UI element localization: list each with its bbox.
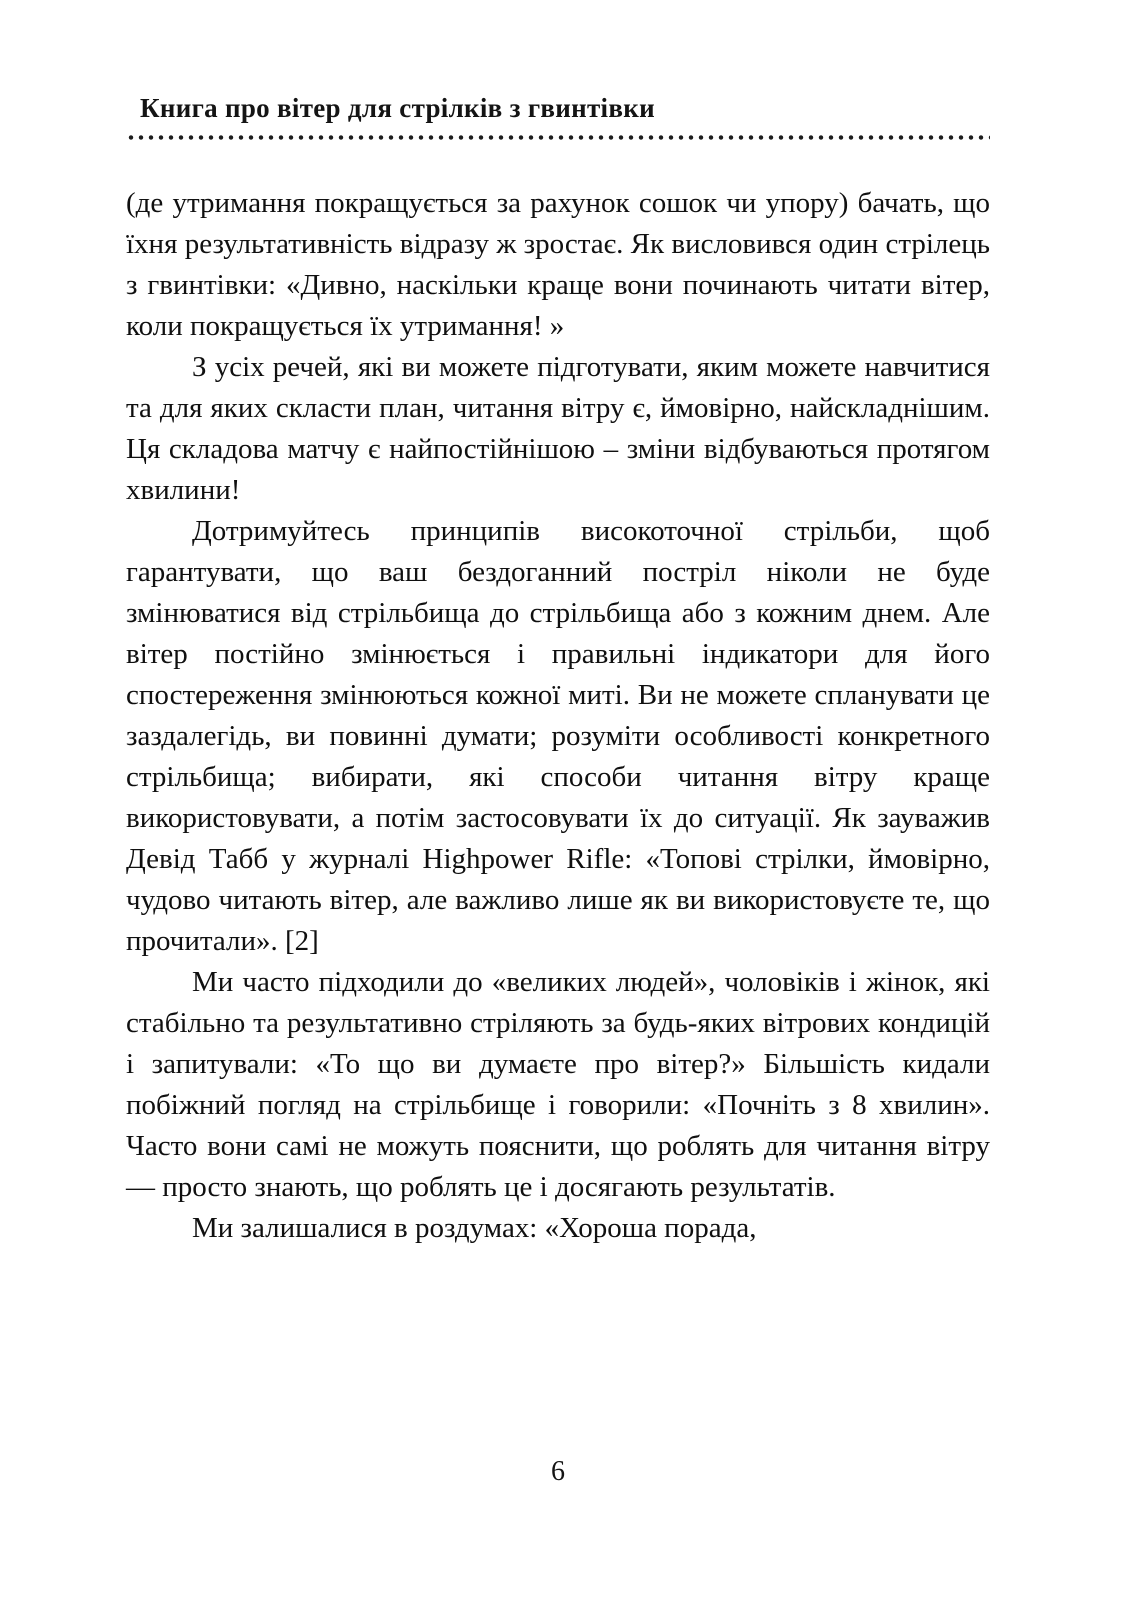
page-content <box>126 92 990 1249</box>
paragraph-1: (де утримання покращується за рахунок сошок чи упору) бачать, що їхня результативність відразу ж зростає. Як висловився один стрілець з гвинтівки: «Дивно, наскільки краще вони починають читати вітер, коли покращується їх утримання! » <box>126 187 990 343</box>
paragraph-3: Дотримуйтесь принципів високоточної стрільби, щоб гарантувати, що ваш бездоганний постріл ніколи не буде змінюватися від стрільбища до стрільбища або з кожним днем. Але вітер постійно змінюється і правильні індикатори для його спостереження змінюються кожної миті. Ви не можете спланувати це заздалегідь, ви повинні думати; розуміти особливості конкретного стрільбища; вибирати, які способи читання вітру краще використовувати, а потім застосовувати їх до ситуації. Як зауважив Девід Табб у журналі Highpower Rifle: «Топові стрілки, ймовірно, чудово читають вітер, але важливо лише як ви використовуєте те, що прочитали». [2] <box>126 515 990 958</box>
page-number: 6 <box>551 1456 565 1487</box>
running-header-title: Книга про вітер для стрілків з гвинтівки <box>140 93 655 123</box>
dotted-divider <box>126 134 990 141</box>
running-header <box>126 92 990 141</box>
paragraph-4: Ми часто підходили до «великих людей», чоловіків і жінок, які стабільно та результативно стріляють за будь-яких вітрових кондицій і запитували: «То що ви думаєте про вітер?» Більшість кидали побіжний погляд на стрільбище і говорили: «Почніть з 8 хвилин». Часто вони самі не можуть пояснити, що роблять для читання вітру — просто знають, що роблять це і досягають результатів. <box>126 966 990 1204</box>
paragraph-5: Ми залишалися в роздумах: «Хороша порада, <box>192 1212 757 1245</box>
page-body <box>126 183 990 1249</box>
paragraph-2: З усіх речей, які ви можете підготувати, яким можете навчитися та для яких скласти план, читання вітру є, ймовірно, найскладнішим. Ця складова матчу є найпостійнішою – зміни відбуваються протягом хвилини! <box>126 351 990 507</box>
